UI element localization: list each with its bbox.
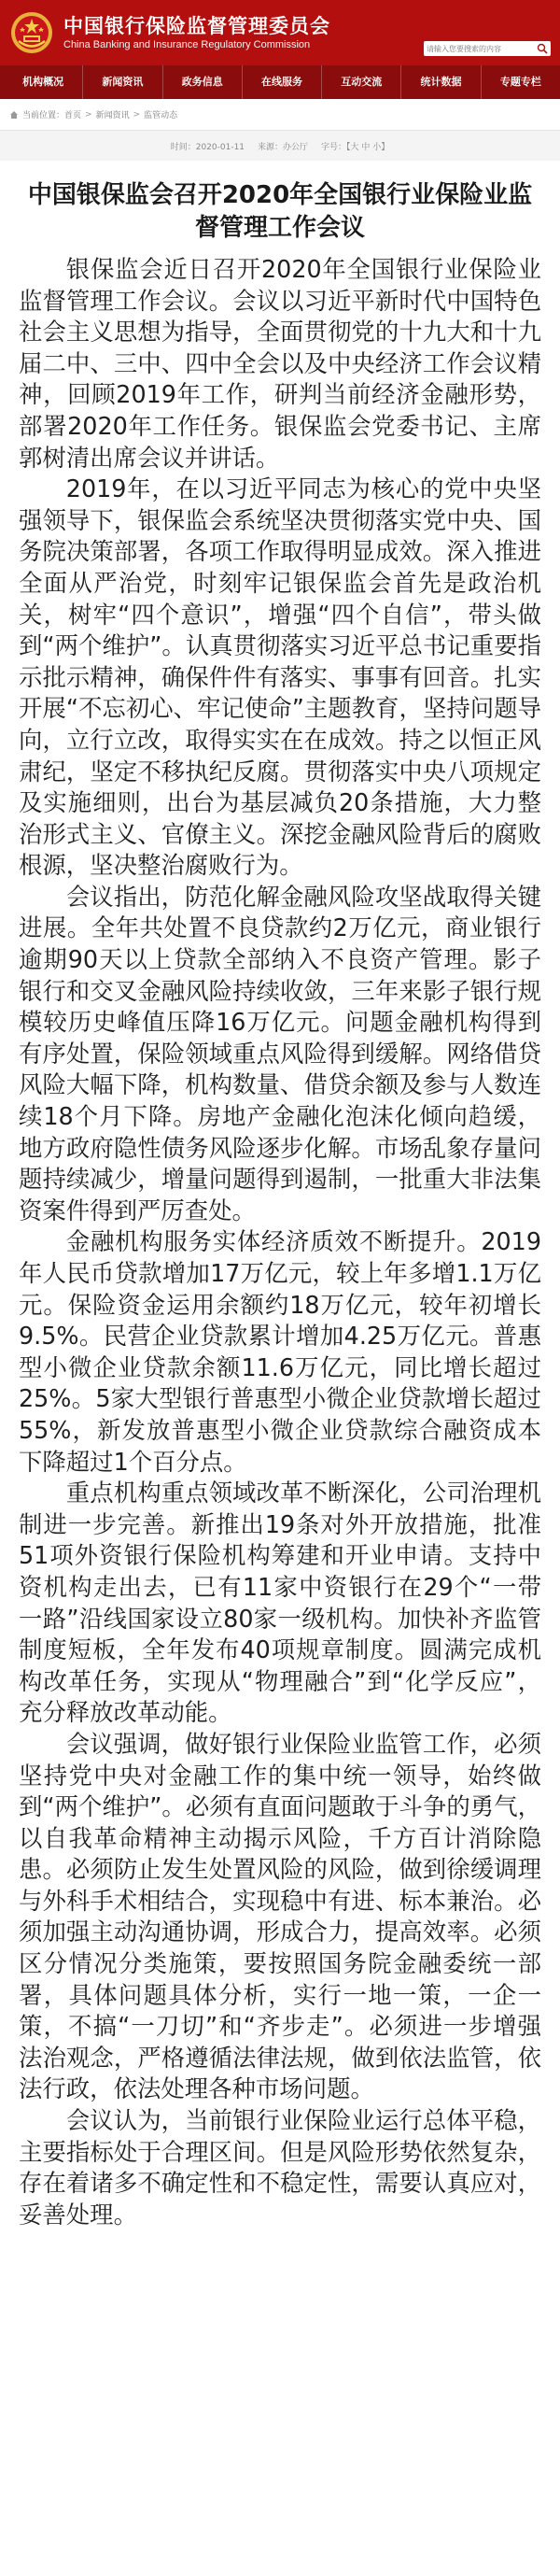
article-paragraph: 会议强调，做好银行业保险业监管工作，必须坚持党中央对金融工作的集中统一领导，始终做到“两个维护”。必须有直面问题敢于斗争的勇气，以自我革命精神主动揭示风险，千方百计消除隐患。必须防止发生处置风险的风险，做到徐缓调理与外科手术相结合，实现稳中有进、标本兼治。必须加强主动沟通协调，形成合力，提高效率。必须区分情况分类施策，要按照国务院金融委统一部署，具体问题具体分析，实行一地一策，一企一策，不搞“一刀切”和“齐步走”。必须进一步增强法治观念，严格遵循法律法规，做到依法监管，依法行政，依法处理各种市场问题。 [19,1729,541,2103]
nav-item-special-topics[interactable]: 专题专栏 [499,76,541,88]
article-title: 中国银保监会召开2020年全国银行业保险业监督管理工作会议 [27,181,533,242]
nav-item-interaction[interactable]: 互动交流 [322,65,401,99]
search-box [424,41,551,56]
nav-item-online-service[interactable]: 在线服务 [243,65,322,99]
article-body [0,161,560,2230]
font-size-switch[interactable]: 字号：【大 中 小】 [321,142,390,152]
breadcrumb-item-home[interactable]: 首页 [64,111,82,120]
search-icon[interactable] [537,43,548,54]
breadcrumb-separator: > [133,109,141,120]
main-nav [0,65,560,99]
nav-item-news[interactable]: 新闻资讯 [83,65,162,99]
breadcrumb-separator: > [85,109,92,120]
nav-item-government-info[interactable]: 政务信息 [163,65,243,99]
breadcrumb-prefix: 当前位置： [22,111,65,120]
home-icon [9,110,19,120]
article-paragraph: 重点机构重点领域改革不断深化，公司治理机制进一步完善。新推出19条对外开放措施，批准51项外资银行保险机构筹建和开业申请。支持中资机构走出去，已有11家中资银行在29个“一带一路”沿线国家设立80家一级机构。加快补齐监管制度短板，全年发布40项规章制度。圆满完成机构改革任务，实现从“物理融合”到“化学反应”，充分释放改革动能。 [19,1479,541,1727]
breadcrumb [0,99,560,131]
national-emblem-icon[interactable] [9,10,54,55]
search-input[interactable] [427,42,529,55]
article-source: 来源：办公厅 [258,142,309,152]
nav-item-about[interactable]: 机构概况 [4,65,83,99]
article-paragraph: 会议指出，防范化解金融风险攻坚战取得关键进展。全年共处置不良贷款约2万亿元，商业银行逾期90天以上贷款全部纳入不良资产管理。影子银行和交叉金融风险持续收敛，三年来影子银行规模较历史峰值压降16万亿元。问题金融机构得到有序处置，保险领域重点风险得到缓解。网络借贷风险大幅下降，机构数量、借贷余额及参与人数连续18个月下降。房地产金融化泡沫化倾向趋缓，地方政府隐性债务风险逐步化解。市场乱象存量问题持续减少，增量问题得到遏制，一批重大非法集资案件得到严厉查处。 [19,882,541,1224]
article-paragraph: 2019年，在以习近平同志为核心的党中央坚强领导下，银保监会系统坚决贯彻落实党中央、国务院决策部署，各项工作取得明显成效。深入推进全面从严治党，时刻牢记银保监会首先是政治机关，树牢“四个意识”，增强“四个自信”，带头做到“两个维护”。认真贯彻落实习近平总书记重要指示批示精神，确保件件有落实、事事有回音。扎实开展“不忘初心、牢记使命”主题教育，坚持问题导向，立行立改，取得实实在在成效。持之以恒正风肃纪，坚定不移执纪反腐。贯彻落实中央八项规定及实施细则，出台为基层减负20条措施，大力整治形式主义、官僚主义。深挖金融风险背后的腐败根源，坚决整治腐败行为。 [19,474,541,880]
publish-date: 时间：2020-01-11 [170,142,245,152]
article-paragraph: 金融机构服务实体经济质效不断提升。2019年人民币贷款增加17万亿元，较上年多增1.1万亿元。保险资金运用余额约18万亿元，较年初增长9.5%。民营企业贷款累计增加4.25万亿元。普惠型小微企业贷款余额11.6万亿元，同比增长超过25%。5家大型银行普惠型小微企业贷款增长超过55%，新发放普惠型小微企业贷款综合融资成本下降超过1个百分点。 [19,1227,541,1476]
nav-item-statistics[interactable]: 统计数据 [401,65,481,99]
site-header [0,0,560,65]
site-title[interactable]: 中国银行保险监督管理委员会 [63,14,330,37]
breadcrumb-item-news[interactable]: 新闻资讯 [95,111,130,120]
article-paragraph: 银保监会近日召开2020年全国银行业保险业监督管理工作会议。会议以习近平新时代中国特色社会主义思想为指导，全面贯彻党的十九大和十九届二中、三中、四中全会以及中央经济工作会议精神，回顾2019年工作，研判当前经济金融形势，部署2020年工作任务。银保监会党委书记、主席郭树清出席会议并讲话。 [19,255,541,472]
article-paragraph: 会议认为，当前银行业保险业运行总体平稳，主要指标处于合理区间。但是风险形势依然复杂，存在着诸多不确定性和不稳定性，需要认真应对，妥善处理。 [19,2106,541,2229]
site-subtitle-en: China Banking and Insurance Regulatory Commission [63,38,311,50]
breadcrumb-item-regulatory-news[interactable]: 监管动态 [144,111,178,120]
article-meta [0,131,560,161]
